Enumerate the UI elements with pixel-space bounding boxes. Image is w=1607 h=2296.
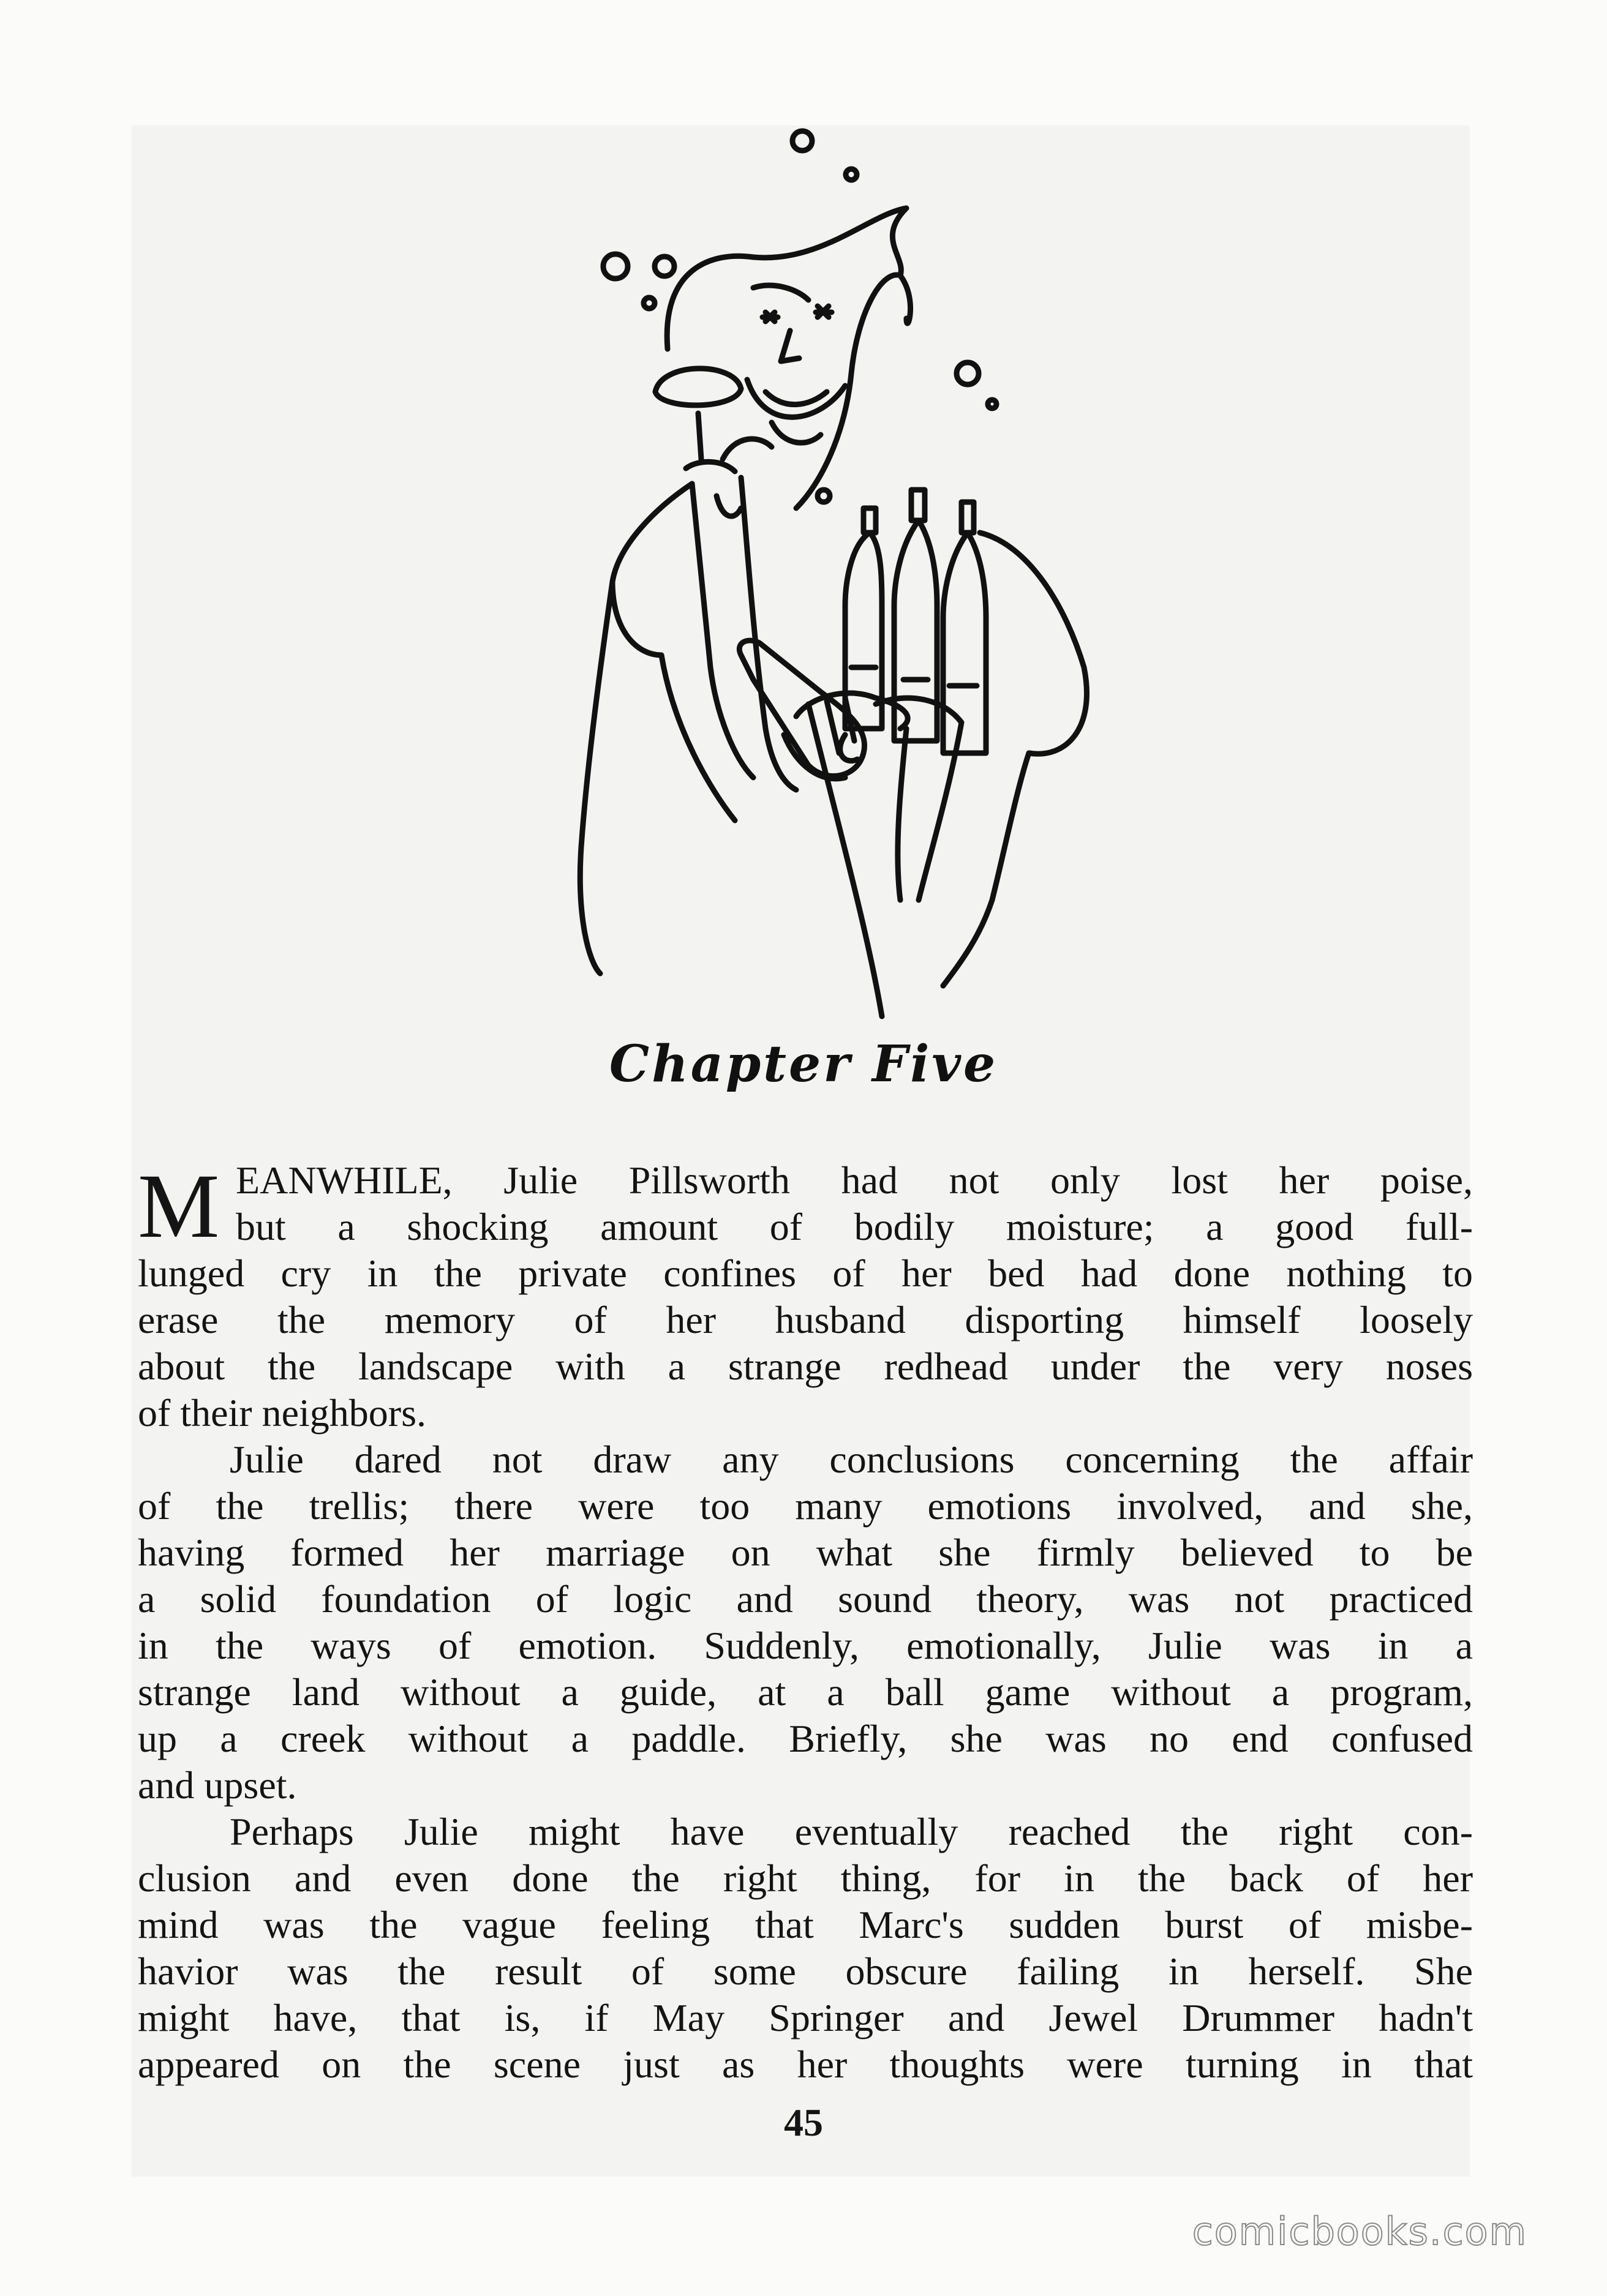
text-line: a solid foundation of logic and sound theory, was not practiced — [138, 1577, 1473, 1621]
text-line: up a creek without a paddle. Briefly, she was no end confused — [138, 1717, 1473, 1760]
text-line: lunged cry in the private confines of her bed had done nothing to — [138, 1251, 1473, 1295]
page-number: 45 — [784, 2101, 823, 2144]
text-line: clusion and even done the right thing, for in the back of her — [138, 1856, 1473, 1900]
text-line: of their neighbors. — [138, 1391, 426, 1435]
text-line: might have, that is, if May Springer and Jewel Drummer hadn't — [138, 1996, 1473, 2039]
text-line: and upset. — [138, 1763, 297, 1807]
text-line: of the trellis; there were too many emotions involved, and she, — [138, 1484, 1473, 1528]
text-line: EANWHILE, Julie Pillsworth had not only lost her poise, — [236, 1158, 1473, 1202]
text-line: mind was the vague feeling that Marc's sudden burst of misbe- — [138, 1903, 1473, 1946]
ghost-butler-illustration — [478, 116, 1157, 1022]
drop-cap: M — [138, 1155, 220, 1257]
body-text — [138, 1157, 1473, 2088]
text-line: havior was the result of some obscure failing in herself. She — [138, 1949, 1473, 1993]
text-line: having formed her marriage on what she firmly believed to be — [138, 1531, 1473, 1574]
text-line: about the landscape with a strange redhead under the very noses — [138, 1345, 1473, 1388]
text-line: but a shocking amount of bodily moisture; a good full- — [236, 1205, 1473, 1248]
chapter-title: Chapter Five — [609, 1035, 998, 1094]
text-line: appeared on the scene just as her thoughts were turning in that — [138, 2043, 1473, 2086]
text-line: Perhaps Julie might have eventually reached the right con- — [230, 1810, 1473, 1853]
text-line: strange land without a guide, at a ball game without a program, — [138, 1670, 1473, 1714]
text-line: erase the memory of her husband disporting himself loosely — [138, 1298, 1473, 1341]
text-line: Julie dared not draw any conclusions concerning the affair — [230, 1438, 1473, 1481]
text-line: in the ways of emotion. Suddenly, emotionally, Julie was in a — [138, 1624, 1473, 1667]
watermark: comicbooks.com — [1192, 2209, 1527, 2254]
